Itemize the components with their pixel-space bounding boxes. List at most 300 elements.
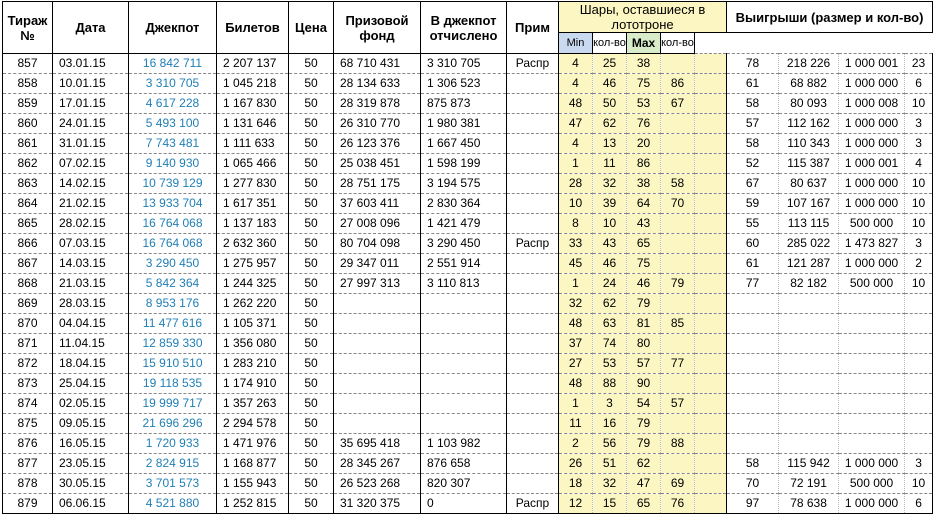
win-min-count-cell	[779, 374, 839, 394]
win-min-count-cell	[779, 414, 839, 434]
to-jackpot-cell: 3 194 575	[421, 174, 507, 194]
prim-cell: Распр	[507, 234, 559, 254]
win-max-cell	[839, 414, 905, 434]
to-jackpot-cell	[421, 374, 507, 394]
table-row	[3, 174, 933, 194]
win-max-cell: 500 000	[839, 214, 905, 234]
win-max-cell	[839, 394, 905, 414]
lottery-results-table	[2, 1, 933, 514]
ball-cell: 81	[627, 314, 661, 334]
prim-cell	[507, 194, 559, 214]
win-min-count-cell: 115 387	[779, 154, 839, 174]
tickets-cell: 1 111 633	[217, 134, 289, 154]
win-max-count-cell: 3	[905, 454, 933, 474]
ball-cell	[661, 454, 695, 474]
price-cell: 50	[289, 434, 334, 454]
win-min-cell	[727, 394, 779, 414]
prim-cell	[507, 354, 559, 374]
ball-cell	[661, 414, 695, 434]
header-price: Цена	[289, 2, 334, 54]
jackpot-cell: 3 290 450	[129, 254, 217, 274]
ball-cell: 2	[559, 434, 593, 454]
date-cell: 25.04.15	[53, 374, 129, 394]
header-prim: Прим	[507, 2, 559, 54]
price-cell: 50	[289, 234, 334, 254]
draw-number-cell: 870	[3, 314, 53, 334]
ball-cell	[661, 234, 695, 254]
to-jackpot-cell: 1 980 381	[421, 114, 507, 134]
ball-cell-empty	[695, 294, 727, 314]
prize-fund-cell: 35 695 418	[334, 434, 421, 454]
ball-cell-empty	[695, 494, 727, 514]
prize-fund-cell	[334, 394, 421, 414]
ball-cell: 4	[559, 54, 593, 74]
header-min-count: кол-во	[593, 33, 627, 54]
win-min-cell	[727, 334, 779, 354]
table-row	[3, 274, 933, 294]
price-cell: 50	[289, 374, 334, 394]
tickets-cell: 1 252 815	[217, 494, 289, 514]
to-jackpot-cell	[421, 334, 507, 354]
win-max-count-cell: 3	[905, 134, 933, 154]
win-max-count-cell	[905, 354, 933, 374]
tickets-cell: 1 167 830	[217, 94, 289, 114]
table-row	[3, 394, 933, 414]
ball-cell	[661, 214, 695, 234]
win-min-cell: 61	[727, 254, 779, 274]
price-cell: 50	[289, 114, 334, 134]
win-min-cell	[727, 414, 779, 434]
win-max-count-cell: 6	[905, 74, 933, 94]
to-jackpot-cell: 3 290 450	[421, 234, 507, 254]
ball-cell: 64	[627, 194, 661, 214]
prim-cell	[507, 134, 559, 154]
header-max: Max	[627, 33, 661, 54]
ball-cell: 3	[593, 394, 627, 414]
prim-cell	[507, 154, 559, 174]
table-row	[3, 334, 933, 354]
ball-cell: 10	[593, 214, 627, 234]
ball-cell: 43	[627, 214, 661, 234]
win-min-count-cell: 110 343	[779, 134, 839, 154]
price-cell: 50	[289, 174, 334, 194]
jackpot-cell: 16 764 068	[129, 234, 217, 254]
jackpot-cell: 1 720 933	[129, 434, 217, 454]
jackpot-cell: 5 493 100	[129, 114, 217, 134]
ball-cell	[661, 54, 695, 74]
win-min-count-cell	[779, 334, 839, 354]
win-max-cell: 500 000	[839, 474, 905, 494]
ball-cell: 11	[559, 414, 593, 434]
ball-cell	[661, 374, 695, 394]
tickets-cell: 1 155 943	[217, 474, 289, 494]
prim-cell	[507, 334, 559, 354]
ball-cell: 65	[627, 494, 661, 514]
table-row	[3, 114, 933, 134]
price-cell: 50	[289, 334, 334, 354]
header-max-count: кол-во	[661, 33, 695, 54]
ball-cell: 69	[661, 474, 695, 494]
win-min-count-cell: 78 638	[779, 494, 839, 514]
jackpot-cell: 13 933 704	[129, 194, 217, 214]
prim-cell	[507, 214, 559, 234]
price-cell: 50	[289, 194, 334, 214]
prize-fund-cell: 31 320 375	[334, 494, 421, 514]
win-min-cell: 61	[727, 74, 779, 94]
ball-cell: 25	[593, 54, 627, 74]
prim-cell	[507, 74, 559, 94]
ball-cell: 79	[661, 274, 695, 294]
ball-cell: 51	[593, 454, 627, 474]
ball-cell: 86	[627, 154, 661, 174]
jackpot-cell: 19 118 535	[129, 374, 217, 394]
price-cell: 50	[289, 454, 334, 474]
price-cell: 50	[289, 494, 334, 514]
ball-cell: 50	[593, 94, 627, 114]
table-row	[3, 134, 933, 154]
tickets-cell: 1 168 877	[217, 454, 289, 474]
to-jackpot-cell: 1 306 523	[421, 74, 507, 94]
win-min-count-cell: 82 182	[779, 274, 839, 294]
ball-cell: 11	[593, 154, 627, 174]
win-max-count-cell: 3	[905, 114, 933, 134]
table-row	[3, 434, 933, 454]
tickets-cell: 1 262 220	[217, 294, 289, 314]
header-min: Min	[559, 33, 593, 54]
ball-cell: 56	[593, 434, 627, 454]
table-row	[3, 314, 933, 334]
jackpot-cell: 16 842 711	[129, 54, 217, 74]
ball-cell: 28	[559, 174, 593, 194]
win-max-count-cell: 4	[905, 154, 933, 174]
price-cell: 50	[289, 394, 334, 414]
prim-cell	[507, 434, 559, 454]
ball-cell: 38	[627, 54, 661, 74]
date-cell: 10.01.15	[53, 74, 129, 94]
prim-cell	[507, 454, 559, 474]
win-max-cell: 1 000 001	[839, 54, 905, 74]
date-cell: 30.05.15	[53, 474, 129, 494]
prim-cell	[507, 414, 559, 434]
jackpot-cell: 8 953 176	[129, 294, 217, 314]
jackpot-cell: 16 764 068	[129, 214, 217, 234]
win-min-count-cell	[779, 294, 839, 314]
to-jackpot-cell	[421, 294, 507, 314]
header-prize-fund: Призовой фонд	[334, 2, 421, 54]
ball-cell-empty	[695, 54, 727, 74]
ball-cell-empty	[695, 214, 727, 234]
draw-number-cell: 879	[3, 494, 53, 514]
ball-cell: 16	[593, 414, 627, 434]
table-row	[3, 474, 933, 494]
draw-number-cell: 868	[3, 274, 53, 294]
ball-cell-empty	[695, 94, 727, 114]
price-cell: 50	[289, 94, 334, 114]
win-min-cell: 60	[727, 234, 779, 254]
price-cell: 50	[289, 54, 334, 74]
win-max-cell: 1 000 000	[839, 194, 905, 214]
ball-cell: 18	[559, 474, 593, 494]
ball-cell: 76	[627, 114, 661, 134]
date-cell: 07.02.15	[53, 154, 129, 174]
ball-cell: 47	[627, 474, 661, 494]
date-cell: 06.06.15	[53, 494, 129, 514]
ball-cell-empty	[695, 394, 727, 414]
win-max-cell: 1 000 000	[839, 454, 905, 474]
ball-cell: 37	[559, 334, 593, 354]
win-max-count-cell: 10	[905, 194, 933, 214]
ball-cell: 70	[661, 194, 695, 214]
prim-cell	[507, 254, 559, 274]
header-balls-left: Шары, оставшиеся в лототроне	[559, 2, 727, 33]
draw-number-cell: 860	[3, 114, 53, 134]
win-max-count-cell: 23	[905, 54, 933, 74]
prize-fund-cell: 68 710 431	[334, 54, 421, 74]
ball-cell-empty	[695, 374, 727, 394]
win-max-cell	[839, 314, 905, 334]
ball-cell-empty	[695, 254, 727, 274]
draw-number-cell: 863	[3, 174, 53, 194]
ball-cell: 86	[661, 74, 695, 94]
table-row	[3, 154, 933, 174]
ball-cell: 15	[593, 494, 627, 514]
header-jackpot: Джекпот	[129, 2, 217, 54]
win-max-cell: 1 000 000	[839, 114, 905, 134]
ball-cell: 1	[559, 394, 593, 414]
win-min-cell: 52	[727, 154, 779, 174]
prize-fund-cell: 28 345 267	[334, 454, 421, 474]
ball-cell: 32	[593, 474, 627, 494]
price-cell: 50	[289, 134, 334, 154]
header-winnings: Выигрыши (размер и кол-во)	[727, 2, 933, 33]
price-cell: 50	[289, 354, 334, 374]
ball-cell: 57	[627, 354, 661, 374]
ball-cell-empty	[695, 174, 727, 194]
ball-cell-empty	[695, 74, 727, 94]
ball-cell: 4	[559, 74, 593, 94]
draw-number-cell: 878	[3, 474, 53, 494]
win-max-cell: 500 000	[839, 274, 905, 294]
ball-cell: 20	[627, 134, 661, 154]
table-row	[3, 234, 933, 254]
ball-cell: 43	[593, 234, 627, 254]
ball-cell: 48	[559, 314, 593, 334]
win-max-count-cell	[905, 434, 933, 454]
prim-cell	[507, 294, 559, 314]
prize-fund-cell: 37 603 411	[334, 194, 421, 214]
tickets-cell: 2 207 137	[217, 54, 289, 74]
ball-cell: 76	[661, 494, 695, 514]
jackpot-cell: 9 140 930	[129, 154, 217, 174]
ball-cell: 62	[593, 114, 627, 134]
ball-cell: 27	[559, 354, 593, 374]
ball-cell: 80	[627, 334, 661, 354]
table-row	[3, 354, 933, 374]
prize-fund-cell: 28 134 633	[334, 74, 421, 94]
ball-cell: 58	[661, 174, 695, 194]
to-jackpot-cell: 875 873	[421, 94, 507, 114]
prize-fund-cell: 28 319 878	[334, 94, 421, 114]
tickets-cell: 1 357 263	[217, 394, 289, 414]
ball-cell: 1	[559, 274, 593, 294]
jackpot-cell: 10 739 129	[129, 174, 217, 194]
prize-fund-cell: 29 347 011	[334, 254, 421, 274]
ball-cell: 57	[661, 394, 695, 414]
win-max-cell: 1 000 000	[839, 254, 905, 274]
prize-fund-cell: 26 123 376	[334, 134, 421, 154]
ball-cell: 53	[627, 94, 661, 114]
win-min-cell: 67	[727, 174, 779, 194]
prim-cell: Распр	[507, 494, 559, 514]
win-min-count-cell	[779, 314, 839, 334]
prize-fund-cell: 25 038 451	[334, 154, 421, 174]
ball-cell: 32	[593, 174, 627, 194]
jackpot-cell: 19 999 717	[129, 394, 217, 414]
to-jackpot-cell: 2 551 914	[421, 254, 507, 274]
win-min-cell	[727, 294, 779, 314]
ball-cell: 74	[593, 334, 627, 354]
prim-cell	[507, 394, 559, 414]
ball-cell	[661, 254, 695, 274]
win-min-cell	[727, 354, 779, 374]
win-min-count-cell: 107 167	[779, 194, 839, 214]
win-min-count-cell	[779, 434, 839, 454]
win-min-cell: 57	[727, 114, 779, 134]
win-max-count-cell: 10	[905, 214, 933, 234]
win-max-cell	[839, 334, 905, 354]
ball-cell: 47	[559, 114, 593, 134]
win-min-cell: 55	[727, 214, 779, 234]
jackpot-cell: 11 477 616	[129, 314, 217, 334]
win-max-count-cell: 10	[905, 274, 933, 294]
prize-fund-cell	[334, 354, 421, 374]
win-max-count-cell	[905, 374, 933, 394]
jackpot-cell: 7 743 481	[129, 134, 217, 154]
win-max-count-cell	[905, 334, 933, 354]
ball-cell: 45	[559, 254, 593, 274]
price-cell: 50	[289, 154, 334, 174]
prim-cell	[507, 274, 559, 294]
table-row	[3, 374, 933, 394]
draw-number-cell: 861	[3, 134, 53, 154]
ball-cell: 1	[559, 154, 593, 174]
jackpot-cell: 4 617 228	[129, 94, 217, 114]
win-min-count-cell: 68 882	[779, 74, 839, 94]
table-row	[3, 254, 933, 274]
draw-number-cell: 862	[3, 154, 53, 174]
date-cell: 14.03.15	[53, 254, 129, 274]
header-to-jackpot: В джекпот отчислено	[421, 2, 507, 54]
table-row	[3, 214, 933, 234]
date-cell: 17.01.15	[53, 94, 129, 114]
date-cell: 18.04.15	[53, 354, 129, 374]
ball-cell: 63	[593, 314, 627, 334]
draw-number-cell: 869	[3, 294, 53, 314]
ball-cell: 88	[661, 434, 695, 454]
win-max-count-cell: 6	[905, 494, 933, 514]
win-max-cell	[839, 374, 905, 394]
win-max-count-cell: 2	[905, 254, 933, 274]
prize-fund-cell: 26 310 770	[334, 114, 421, 134]
tickets-cell: 1 065 466	[217, 154, 289, 174]
date-cell: 31.01.15	[53, 134, 129, 154]
ball-cell: 54	[627, 394, 661, 414]
draw-number-cell: 872	[3, 354, 53, 374]
tickets-cell: 1 471 976	[217, 434, 289, 454]
tickets-cell: 1 105 371	[217, 314, 289, 334]
tickets-cell: 1 617 351	[217, 194, 289, 214]
table-row	[3, 454, 933, 474]
win-min-count-cell: 72 191	[779, 474, 839, 494]
table-row	[3, 94, 933, 114]
date-cell: 11.04.15	[53, 334, 129, 354]
win-min-cell: 58	[727, 134, 779, 154]
draw-number-cell: 874	[3, 394, 53, 414]
ball-cell: 75	[627, 74, 661, 94]
jackpot-cell: 21 696 296	[129, 414, 217, 434]
date-cell: 09.05.15	[53, 414, 129, 434]
ball-cell-empty	[695, 154, 727, 174]
table-row	[3, 414, 933, 434]
date-cell: 28.02.15	[53, 214, 129, 234]
ball-cell-empty	[695, 114, 727, 134]
ball-cell-empty	[695, 334, 727, 354]
table-row	[3, 294, 933, 314]
to-jackpot-cell: 1 667 450	[421, 134, 507, 154]
tickets-cell: 2 294 578	[217, 414, 289, 434]
tickets-cell: 1 137 183	[217, 214, 289, 234]
header-tirazh: Тираж №	[3, 2, 53, 54]
ball-cell-empty	[695, 454, 727, 474]
ball-cell-empty	[695, 234, 727, 254]
ball-cell	[661, 334, 695, 354]
prim-cell	[507, 94, 559, 114]
win-min-cell: 78	[727, 54, 779, 74]
draw-number-cell: 873	[3, 374, 53, 394]
to-jackpot-cell	[421, 414, 507, 434]
ball-cell: 46	[627, 274, 661, 294]
jackpot-cell: 15 910 510	[129, 354, 217, 374]
price-cell: 50	[289, 474, 334, 494]
ball-cell: 62	[627, 454, 661, 474]
win-max-cell: 1 000 000	[839, 494, 905, 514]
win-min-count-cell: 285 022	[779, 234, 839, 254]
ball-cell-empty	[695, 434, 727, 454]
date-cell: 21.02.15	[53, 194, 129, 214]
table-row	[3, 494, 933, 514]
prim-cell	[507, 174, 559, 194]
tickets-cell: 1 244 325	[217, 274, 289, 294]
ball-cell: 85	[661, 314, 695, 334]
win-min-cell: 77	[727, 274, 779, 294]
win-max-cell: 1 000 000	[839, 174, 905, 194]
ball-cell: 88	[593, 374, 627, 394]
price-cell: 50	[289, 274, 334, 294]
ball-cell: 8	[559, 214, 593, 234]
price-cell: 50	[289, 254, 334, 274]
win-min-count-cell: 115 942	[779, 454, 839, 474]
win-min-count-cell: 80 093	[779, 94, 839, 114]
win-max-count-cell: 10	[905, 474, 933, 494]
prize-fund-cell: 28 751 175	[334, 174, 421, 194]
ball-cell: 39	[593, 194, 627, 214]
ball-cell	[661, 154, 695, 174]
to-jackpot-cell: 820 307	[421, 474, 507, 494]
win-min-count-cell: 112 162	[779, 114, 839, 134]
prim-cell	[507, 374, 559, 394]
draw-number-cell: 865	[3, 214, 53, 234]
win-max-count-cell	[905, 294, 933, 314]
